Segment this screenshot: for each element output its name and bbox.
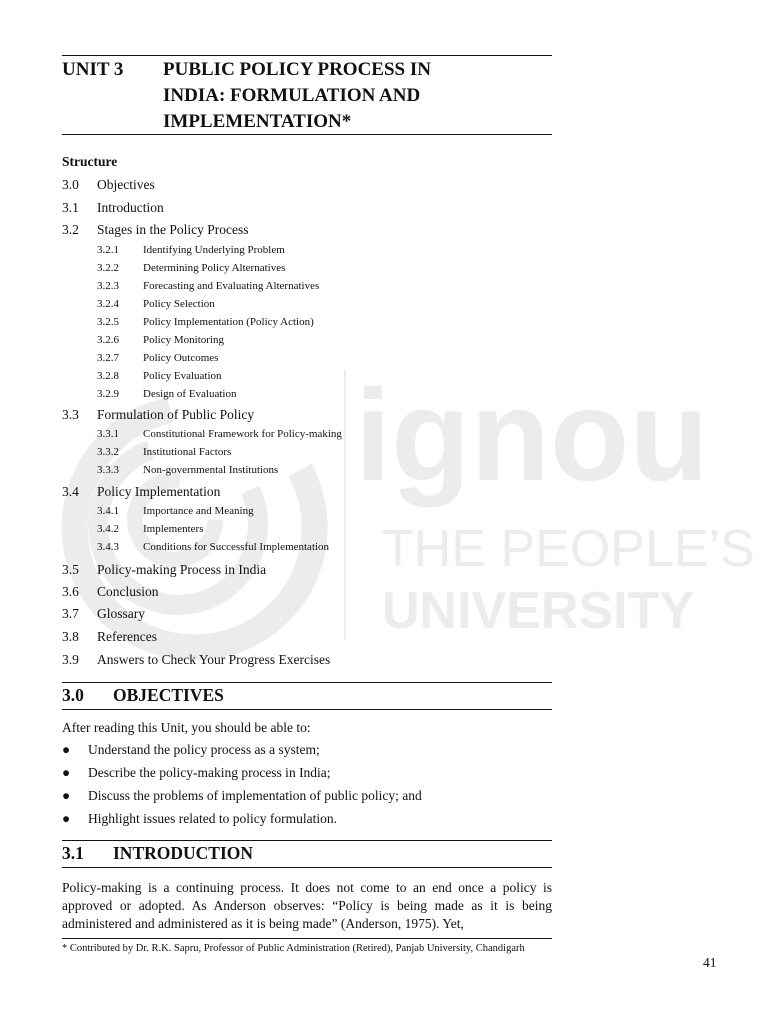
toc-subitem[interactable] bbox=[97, 370, 222, 382]
toc-label: Answers to Check Your Progress Exercises bbox=[97, 652, 331, 667]
toc-label: Glossary bbox=[97, 606, 145, 621]
toc-subitem[interactable] bbox=[97, 446, 231, 458]
toc-sub-label: Policy Monitoring bbox=[143, 334, 224, 346]
page-number: 41 bbox=[703, 955, 717, 970]
toc-sub-label: Determining Policy Alternatives bbox=[143, 262, 286, 274]
toc-item[interactable] bbox=[62, 200, 164, 216]
bullet-text: Understand the policy process as a system; bbox=[88, 742, 320, 757]
section-bottom-rule bbox=[62, 709, 552, 710]
toc-sub-number: 3.2.2 bbox=[97, 262, 119, 274]
toc-sub-number: 3.3.3 bbox=[97, 464, 119, 476]
toc-sub-label: Institutional Factors bbox=[143, 446, 232, 458]
toc-label: Formulation of Public Policy bbox=[97, 407, 255, 422]
toc-sub-number: 3.4.1 bbox=[97, 505, 119, 517]
toc-subitem[interactable] bbox=[97, 262, 285, 274]
toc-number: 3.0 bbox=[62, 177, 79, 192]
toc-number: 3.4 bbox=[62, 484, 79, 499]
toc-sub-label: Design of Evaluation bbox=[143, 388, 237, 400]
toc-label: Conclusion bbox=[97, 584, 159, 599]
bullet-icon: ● bbox=[62, 765, 71, 780]
toc-number: 3.3 bbox=[62, 407, 79, 422]
toc-subitem[interactable] bbox=[97, 523, 203, 535]
section-title: INTRODUCTION bbox=[113, 843, 254, 863]
toc-sub-number: 3.2.7 bbox=[97, 352, 119, 364]
toc-sub-number: 3.3.2 bbox=[97, 446, 119, 458]
section-bottom-rule bbox=[62, 867, 552, 868]
toc-subitem[interactable] bbox=[97, 428, 342, 440]
toc-label: References bbox=[97, 629, 157, 644]
toc-sub-number: 3.2.3 bbox=[97, 280, 119, 292]
toc-subitem[interactable] bbox=[97, 316, 314, 328]
toc-sub-number: 3.2.9 bbox=[97, 388, 119, 400]
toc-item[interactable] bbox=[62, 606, 145, 622]
toc-sub-label: Constitutional Framework for Policy-making bbox=[143, 428, 342, 440]
bullet-icon: ● bbox=[62, 811, 71, 826]
toc-subitem[interactable] bbox=[97, 388, 236, 400]
bullet-text: Highlight issues related to policy formulation. bbox=[88, 811, 337, 826]
toc-item[interactable] bbox=[62, 584, 159, 600]
toc-sub-number: 3.2.1 bbox=[97, 244, 119, 256]
toc-label: Introduction bbox=[97, 200, 164, 215]
toc-number: 3.2 bbox=[62, 222, 79, 237]
toc-sub-number: 3.4.2 bbox=[97, 523, 119, 535]
section-top-rule bbox=[62, 682, 552, 683]
toc-sub-number: 3.2.6 bbox=[97, 334, 119, 346]
bullet-icon: ● bbox=[62, 788, 71, 803]
toc-sub-label: Policy Selection bbox=[143, 298, 215, 310]
toc-subitem[interactable] bbox=[97, 541, 329, 553]
toc-number: 3.5 bbox=[62, 562, 79, 577]
toc-subitem[interactable] bbox=[97, 334, 224, 346]
toc-sub-label: Conditions for Successful Implementation bbox=[143, 541, 330, 553]
watermark-tagline-2: UNIVERSITY bbox=[382, 582, 695, 640]
section-number: 3.0 bbox=[62, 685, 84, 705]
toc-subitem[interactable] bbox=[97, 244, 285, 256]
toc-subitem[interactable] bbox=[97, 505, 254, 517]
introduction-heading bbox=[62, 843, 253, 864]
bullet-text: Describe the policy-making process in India; bbox=[88, 765, 331, 780]
toc-sub-number: 3.3.1 bbox=[97, 428, 119, 440]
objective-bullet bbox=[62, 788, 422, 804]
toc-subitem[interactable] bbox=[97, 352, 218, 364]
toc-item[interactable] bbox=[62, 562, 266, 578]
toc-sub-label: Implementers bbox=[143, 523, 204, 535]
toc-subitem[interactable] bbox=[97, 464, 278, 476]
toc-number: 3.7 bbox=[62, 606, 79, 621]
toc-subitem[interactable] bbox=[97, 280, 319, 292]
toc-item[interactable] bbox=[62, 407, 254, 423]
objective-bullet bbox=[62, 742, 320, 758]
toc-sub-number: 3.2.4 bbox=[97, 298, 119, 310]
toc-item[interactable] bbox=[62, 177, 155, 193]
toc-sub-number: 3.2.5 bbox=[97, 316, 119, 328]
toc-item[interactable] bbox=[62, 484, 220, 500]
bullet-text: Discuss the problems of implementation of public policy; and bbox=[88, 788, 422, 803]
toc-subitem[interactable] bbox=[97, 298, 215, 310]
toc-sub-label: Identifying Underlying Problem bbox=[143, 244, 285, 256]
toc-item[interactable] bbox=[62, 629, 157, 645]
toc-label: Objectives bbox=[97, 177, 155, 192]
toc-number: 3.1 bbox=[62, 200, 79, 215]
toc-sub-label: Importance and Meaning bbox=[143, 505, 254, 517]
toc-sub-label: Policy Evaluation bbox=[143, 370, 222, 382]
toc-sub-label: Non-governmental Institutions bbox=[143, 464, 279, 476]
unit-title-line: PUBLIC POLICY PROCESS IN bbox=[163, 59, 431, 80]
toc-number: 3.6 bbox=[62, 584, 79, 599]
toc-label: Policy-making Process in India bbox=[97, 562, 267, 577]
introduction-text: Policy-making is a continuing process. It does not come to an end once a policy is approved or adopted. As Anderson observes: “Policy is being made as it is being administered and administered as it is being made” (Anderson, 1975). Yet, bbox=[62, 880, 552, 931]
unit-title-line: INDIA: FORMULATION AND bbox=[163, 85, 421, 106]
objectives-heading bbox=[62, 685, 224, 706]
unit-title-line: IMPLEMENTATION* bbox=[163, 111, 352, 132]
watermark-brand: ignou bbox=[355, 362, 709, 508]
section-top-rule bbox=[62, 840, 552, 841]
section-title: OBJECTIVES bbox=[113, 685, 224, 705]
toc-number: 3.8 bbox=[62, 629, 79, 644]
top-rule bbox=[62, 55, 552, 56]
unit-number: UNIT 3 bbox=[62, 59, 124, 80]
footnote: * Contributed by Dr. R.K. Sapru, Professor of Public Administration (Retired), Panjab University, Chandigarh bbox=[62, 943, 525, 954]
watermark-tagline: THE PEOPLE’S bbox=[382, 520, 755, 578]
toc-sub-label: Policy Outcomes bbox=[143, 352, 219, 364]
toc-number: 3.9 bbox=[62, 652, 79, 667]
bullet-icon: ● bbox=[62, 742, 71, 757]
toc-sub-number: 3.4.3 bbox=[97, 541, 119, 553]
objective-bullet bbox=[62, 811, 337, 827]
toc-item[interactable] bbox=[62, 222, 249, 238]
toc-sub-label: Forecasting and Evaluating Alternatives bbox=[143, 280, 320, 292]
objectives-intro: After reading this Unit, you should be able to: bbox=[62, 720, 311, 735]
structure-heading: Structure bbox=[62, 154, 118, 169]
objective-bullet bbox=[62, 765, 331, 781]
toc-label: Policy Implementation bbox=[97, 484, 221, 499]
toc-item[interactable] bbox=[62, 652, 330, 668]
toc-label: Stages in the Policy Process bbox=[97, 222, 249, 237]
toc-sub-number: 3.2.8 bbox=[97, 370, 119, 382]
footnote-rule bbox=[62, 938, 552, 939]
section-number: 3.1 bbox=[62, 843, 84, 863]
title-bottom-rule bbox=[62, 134, 552, 135]
toc-sub-label: Policy Implementation (Policy Action) bbox=[143, 316, 314, 328]
unit-title-text bbox=[163, 57, 523, 135]
